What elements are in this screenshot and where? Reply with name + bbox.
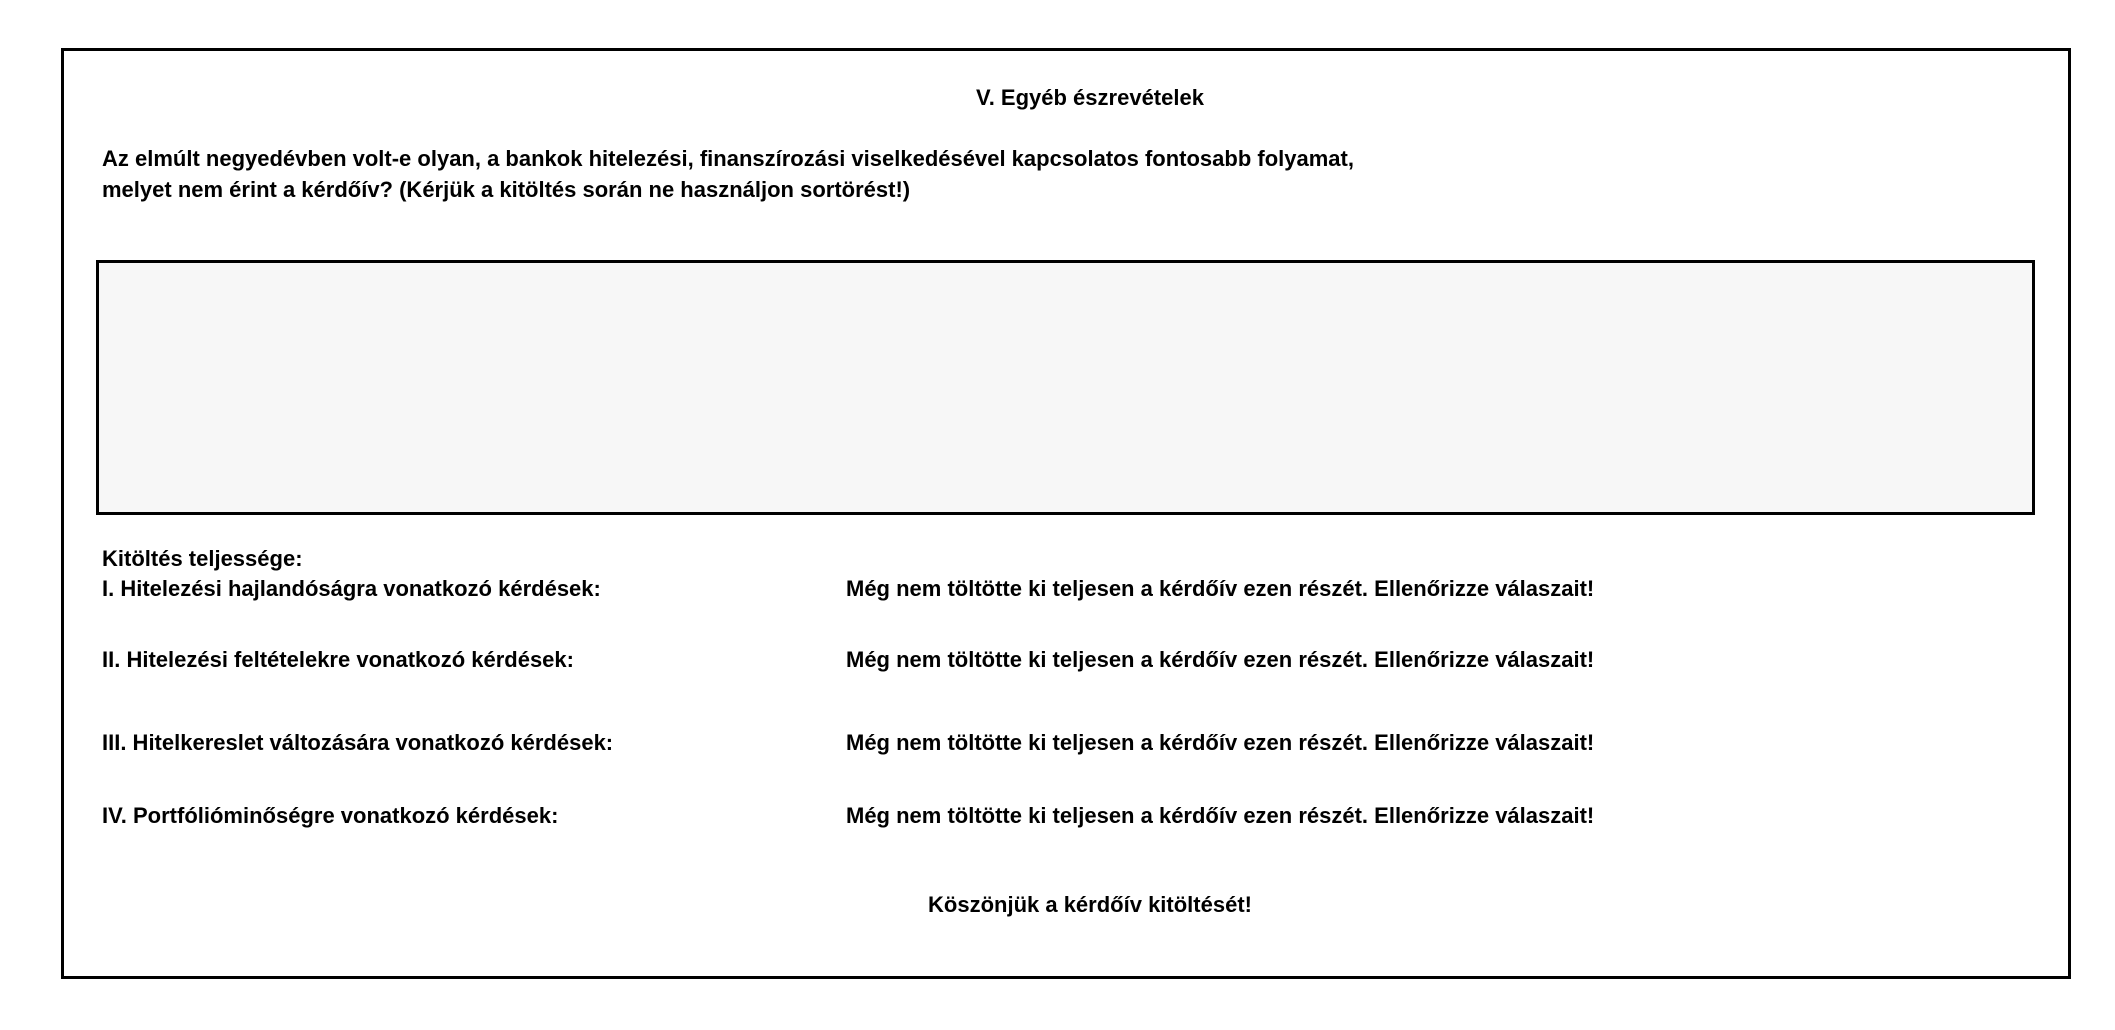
completeness-status-section-3: Még nem töltötte ki teljesen a kérdőív ezen részét. Ellenőrizze válaszait! <box>846 730 1595 755</box>
completeness-heading: Kitöltés teljessége: <box>102 546 303 571</box>
question-line-2: melyet nem érint a kérdőív? (Kérjük a kitöltés során ne használjon sortörést!) <box>102 177 911 202</box>
completeness-status-section-4: Még nem töltötte ki teljesen a kérdőív ezen részét. Ellenőrizze válaszait! <box>846 803 1595 828</box>
question-line-1: Az elmúlt negyedévben volt-e olyan, a bankok hitelezési, finanszírozási viselkedésével kapcsolatos fontosabb folyamat, <box>102 146 1354 171</box>
completeness-label-section-1: I. Hitelezési hajlandóságra vonatkozó kérdések: <box>102 576 601 601</box>
comments-textarea[interactable] <box>96 260 2035 515</box>
completeness-label-section-3: III. Hitelkereslet változására vonatkozó kérdések: <box>102 730 614 755</box>
completeness-status-section-1: Még nem töltötte ki teljesen a kérdőív ezen részét. Ellenőrizze válaszait! <box>846 576 1595 601</box>
question-text <box>102 143 1602 205</box>
completeness-label-section-4: IV. Portfólióminőségre vonatkozó kérdések: <box>102 803 559 828</box>
completeness-label-section-2: II. Hitelezési feltételekre vonatkozó kérdések: <box>102 647 574 672</box>
completeness-status-section-2: Még nem töltötte ki teljesen a kérdőív ezen részét. Ellenőrizze válaszait! <box>846 647 1595 672</box>
thank-you-message: Köszönjük a kérdőív kitöltését! <box>928 892 1252 917</box>
section-title: V. Egyéb észrevételek <box>976 85 1204 110</box>
